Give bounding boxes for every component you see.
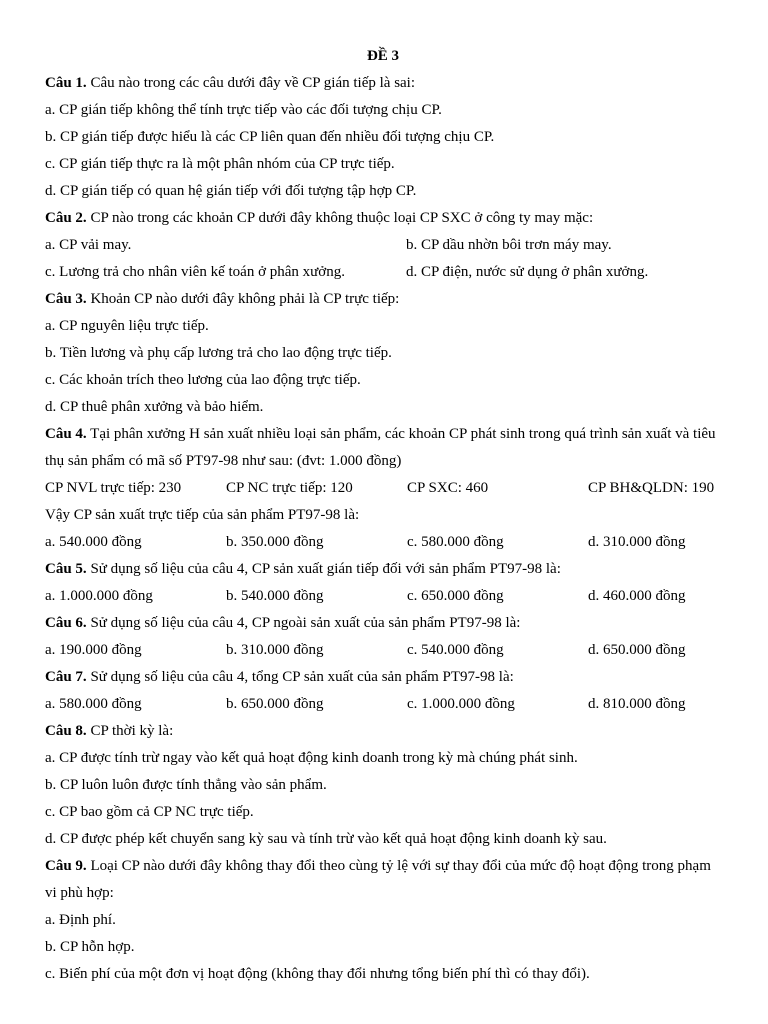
- question-2: [45, 205, 725, 232]
- option: a. CP gián tiếp không thể tính trực tiếp vào các đối tượng chịu CP.: [45, 102, 442, 118]
- exam-page: [45, 43, 725, 988]
- option: d. 310.000 đồng: [588, 534, 686, 550]
- question-6: [45, 610, 725, 637]
- option-row: [45, 691, 725, 718]
- data-item: CP NVL trực tiếp: 230: [45, 480, 182, 496]
- option: c. CP bao gồm cả CP NC trực tiếp.: [45, 804, 254, 820]
- option: a. CP vải may.: [45, 237, 132, 253]
- option: b. CP gián tiếp được hiểu là các CP liên quan đến nhiều đối tượng chịu CP.: [45, 129, 495, 145]
- option: b. Tiền lương và phụ cấp lương trả cho lao động trực tiếp.: [45, 345, 392, 361]
- question-number: Câu 5.: [45, 561, 87, 577]
- question-number: Câu 4.: [45, 426, 87, 442]
- option: c. 540.000 đồng: [407, 642, 504, 658]
- data-row: [45, 475, 725, 502]
- option: c. Các khoản trích theo lương của lao động trực tiếp.: [45, 372, 361, 388]
- question-number: Câu 8.: [45, 723, 87, 739]
- question-number: Câu 1.: [45, 75, 87, 91]
- option-row: [45, 637, 725, 664]
- data-item: CP SXC: 460: [407, 480, 489, 496]
- option: a. 1.000.000 đồng: [45, 588, 153, 604]
- question-7: [45, 664, 725, 691]
- option: d. CP điện, nước sử dụng ở phân xưởng.: [406, 264, 649, 280]
- option-row: [45, 529, 725, 556]
- option: a. 190.000 đồng: [45, 642, 142, 658]
- option: d. CP thuê phân xưởng và bảo hiểm.: [45, 399, 264, 415]
- question-text: Sử dụng số liệu của câu 4, CP ngoài sản xuất của sản phẩm PT97-98 là:: [86, 615, 521, 631]
- option: d. CP gián tiếp có quan hệ gián tiếp với đối tượng tập hợp CP.: [45, 183, 417, 199]
- option: b. 650.000 đồng: [226, 696, 324, 712]
- question-text: Câu nào trong các câu dưới đây về CP gián tiếp là sai:: [86, 75, 416, 91]
- question-number: Câu 7.: [45, 669, 87, 685]
- option: c. 580.000 đồng: [407, 534, 504, 550]
- question-3: [45, 286, 725, 313]
- question-8: [45, 718, 725, 745]
- option: d. CP được phép kết chuyển sang kỳ sau và tính trừ vào kết quả hoạt động kinh doanh kỳ sau.: [45, 831, 607, 847]
- question-text: Sử dụng số liệu của câu 4, tổng CP sản xuất của sản phẩm PT97-98 là:: [86, 669, 514, 685]
- option: c. 650.000 đồng: [407, 588, 504, 604]
- question-text: Khoản CP nào dưới đây không phải là CP trực tiếp:: [86, 291, 400, 307]
- option: a. CP được tính trừ ngay vào kết quả hoạt động kinh doanh trong kỳ mà chúng phát sinh.: [45, 750, 578, 766]
- question-text: Tại phân xưởng H sản xuất nhiều loại sản phẩm, các khoản CP phát sinh trong quá trình sản xuất và tiêu thụ sản phẩm có mã số PT97-98 như sau: (đvt: 1.000 đồng): [45, 426, 716, 469]
- option-row: [45, 583, 725, 610]
- question-1: [45, 70, 725, 97]
- question-4: [45, 421, 725, 475]
- option: d. 460.000 đồng: [588, 588, 686, 604]
- option: d. 650.000 đồng: [588, 642, 686, 658]
- question-prompt: Vậy CP sản xuất trực tiếp của sản phẩm PT97-98 là:: [45, 507, 360, 523]
- option: b. 540.000 đồng: [226, 588, 324, 604]
- question-number: Câu 6.: [45, 615, 87, 631]
- question-number: Câu 2.: [45, 210, 87, 226]
- exam-title: ĐỀ 3: [366, 48, 400, 64]
- data-item: CP BH&QLDN: 190: [588, 480, 715, 496]
- question-text: Sử dụng số liệu của câu 4, CP sản xuất gián tiếp đối với sản phẩm PT97-98 là:: [86, 561, 561, 577]
- question-text: CP thời kỳ là:: [86, 723, 174, 739]
- option: b. CP luôn luôn được tính thẳng vào sản phẩm.: [45, 777, 327, 793]
- option: c. Lương trả cho nhân viên kế toán ở phân xưởng.: [45, 264, 345, 280]
- option-row: [45, 232, 725, 259]
- option: c. CP gián tiếp thực ra là một phân nhóm của CP trực tiếp.: [45, 156, 395, 172]
- question-number: Câu 9.: [45, 858, 87, 874]
- option: b. CP dầu nhờn bôi trơn máy may.: [406, 237, 612, 253]
- option: a. 580.000 đồng: [45, 696, 142, 712]
- option: a. CP nguyên liệu trực tiếp.: [45, 318, 209, 334]
- question-text: Loại CP nào dưới đây không thay đổi theo cùng tỷ lệ với sự thay đổi của mức độ hoạt động trong phạm vi phù hợp:: [45, 858, 711, 901]
- option: a. Định phí.: [45, 912, 116, 928]
- option: b. CP hỗn hợp.: [45, 939, 135, 955]
- question-9: [45, 853, 725, 907]
- question-5: [45, 556, 725, 583]
- option: b. 350.000 đồng: [226, 534, 324, 550]
- option: d. 810.000 đồng: [588, 696, 686, 712]
- option: c. Biến phí của một đơn vị hoạt động (không thay đổi nhưng tổng biến phí thì có thay đổi).: [45, 966, 590, 982]
- question-text: CP nào trong các khoản CP dưới đây không thuộc loại CP SXC ở công ty may mặc:: [86, 210, 594, 226]
- question-number: Câu 3.: [45, 291, 87, 307]
- option-row: [45, 259, 725, 286]
- data-item: CP NC trực tiếp: 120: [226, 480, 353, 496]
- option: a. 540.000 đồng: [45, 534, 142, 550]
- option: c. 1.000.000 đồng: [407, 696, 515, 712]
- option: b. 310.000 đồng: [226, 642, 324, 658]
